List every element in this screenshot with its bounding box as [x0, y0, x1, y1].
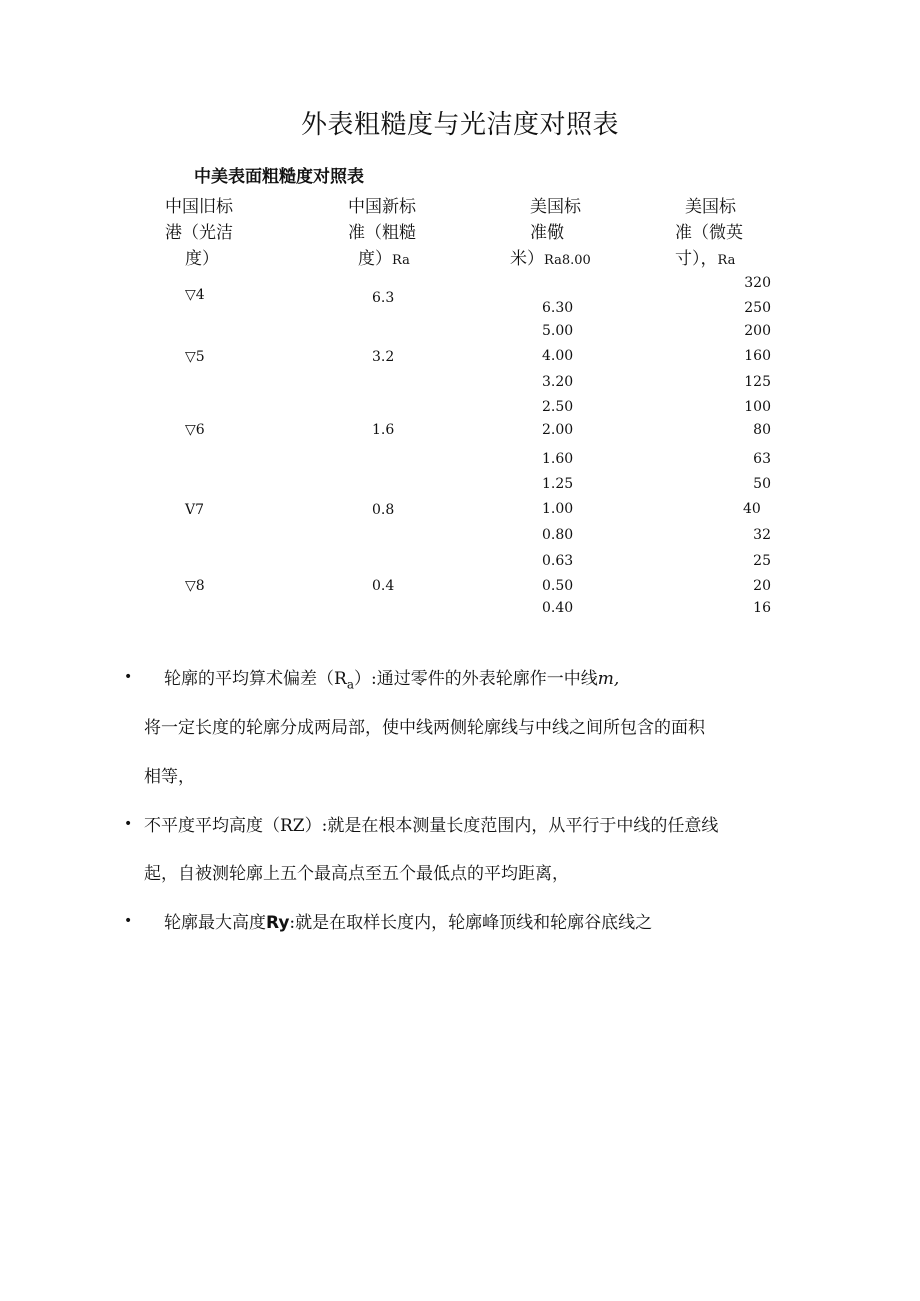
italic-text: m,	[597, 669, 620, 689]
paragraph-line: 将一定长度的轮廓分成两局部，使中线两侧轮廓线与中线之间所包含的面积	[144, 718, 705, 738]
paragraph-text: :就是在取样长度内，轮廓峰顶线和轮廓谷底线之	[289, 913, 653, 933]
table-cell: 320	[744, 275, 771, 291]
table-cell: 4.00	[542, 348, 574, 364]
table-cell: 50	[753, 476, 771, 492]
table-cell: 0.80	[542, 527, 574, 543]
table-cell: 20	[753, 578, 771, 594]
paragraph-line: 不平度平均高度（RZ）:就是在根本测量长度范围内，从平行于中线的任意线	[144, 816, 719, 836]
table-cell: V7	[185, 502, 205, 518]
table-cell: 3.20	[542, 374, 574, 390]
header-unit: Ra8.00	[544, 253, 591, 268]
bullet-mark: •	[124, 669, 133, 685]
table-cell: 0.4	[372, 578, 395, 594]
table-cell: 80	[753, 422, 771, 438]
table-cell: 5.00	[542, 323, 574, 339]
paragraph-text: 轮廓的平均算术偏差（R	[164, 669, 347, 689]
paragraph-text: ）:通过零件的外表轮廓作一中线	[353, 669, 598, 689]
header-line: 港（光洁	[165, 223, 233, 243]
header-line: 准（粗糙	[348, 223, 416, 243]
header-line: 准儆	[530, 223, 564, 243]
header-line: 度）	[185, 249, 219, 269]
table-cell: 100	[744, 399, 771, 415]
table-cell: ▽8	[185, 578, 205, 594]
table-cell: 2.50	[542, 399, 574, 415]
table-cell: 25	[753, 553, 771, 569]
table-cell: 40	[743, 501, 761, 517]
header-line: 美国标	[685, 197, 736, 217]
header-unit: Ra	[392, 253, 410, 268]
table-cell: 0.50	[542, 578, 574, 594]
table-cell: 63	[753, 451, 771, 467]
table-cell: 1.00	[542, 501, 574, 517]
paragraph-text: 轮廓最大高度	[164, 913, 266, 933]
table-cell: 1.25	[542, 476, 574, 492]
table-cell: 1.6	[372, 422, 395, 438]
header-unit: Ra	[717, 253, 736, 268]
header-line: 寸），	[675, 249, 718, 269]
table-cell: 160	[744, 348, 771, 364]
table-cell: 2.00	[542, 422, 574, 438]
table-cell: 6.3	[372, 290, 395, 306]
header-new-standard	[348, 194, 416, 274]
table-cell: 1.60	[542, 451, 574, 467]
table-cell: ▽6	[185, 422, 205, 438]
table-cell: 6.30	[542, 300, 574, 316]
paragraph-line: 相等，	[144, 767, 195, 787]
header-line: 度）	[358, 249, 392, 269]
table-cell: 0.63	[542, 553, 574, 569]
header-line: 中国旧标	[165, 197, 233, 217]
table-cell: 0.8	[372, 502, 395, 518]
bullet-mark: •	[124, 816, 133, 832]
header-line: 中国新标	[348, 197, 416, 217]
header-old-standard	[165, 194, 233, 272]
table-cell: 250	[744, 300, 771, 316]
header-line: 美国标	[530, 197, 581, 217]
bullet-paragraph-line	[164, 908, 652, 933]
header-us-micron	[510, 194, 591, 274]
table-cell: 3.2	[372, 349, 395, 365]
table-cell: 125	[744, 374, 771, 390]
table-cell: 0.40	[542, 600, 574, 616]
page-title: 外表粗糙度与光洁度对照表	[300, 110, 619, 140]
bold-text: Ry	[266, 913, 290, 933]
header-us-microinch	[675, 194, 743, 274]
paragraph-line: 起，自被测轮廓上五个最高点至五个最低点的平均距离，	[144, 864, 569, 884]
table-cell: ▽4	[185, 287, 205, 303]
bullet-mark: •	[124, 913, 133, 929]
header-line: 米）	[510, 249, 544, 269]
table-cell: ▽5	[185, 349, 205, 365]
subscript-text: a	[346, 677, 354, 692]
table-cell: 200	[744, 323, 771, 339]
table-subtitle: 中美表面粗糙度对照表	[194, 167, 364, 187]
table-cell: 32	[753, 527, 771, 543]
header-line: 准（微英	[675, 223, 743, 243]
bullet-paragraph-line	[164, 664, 619, 691]
table-cell: 16	[753, 600, 771, 616]
